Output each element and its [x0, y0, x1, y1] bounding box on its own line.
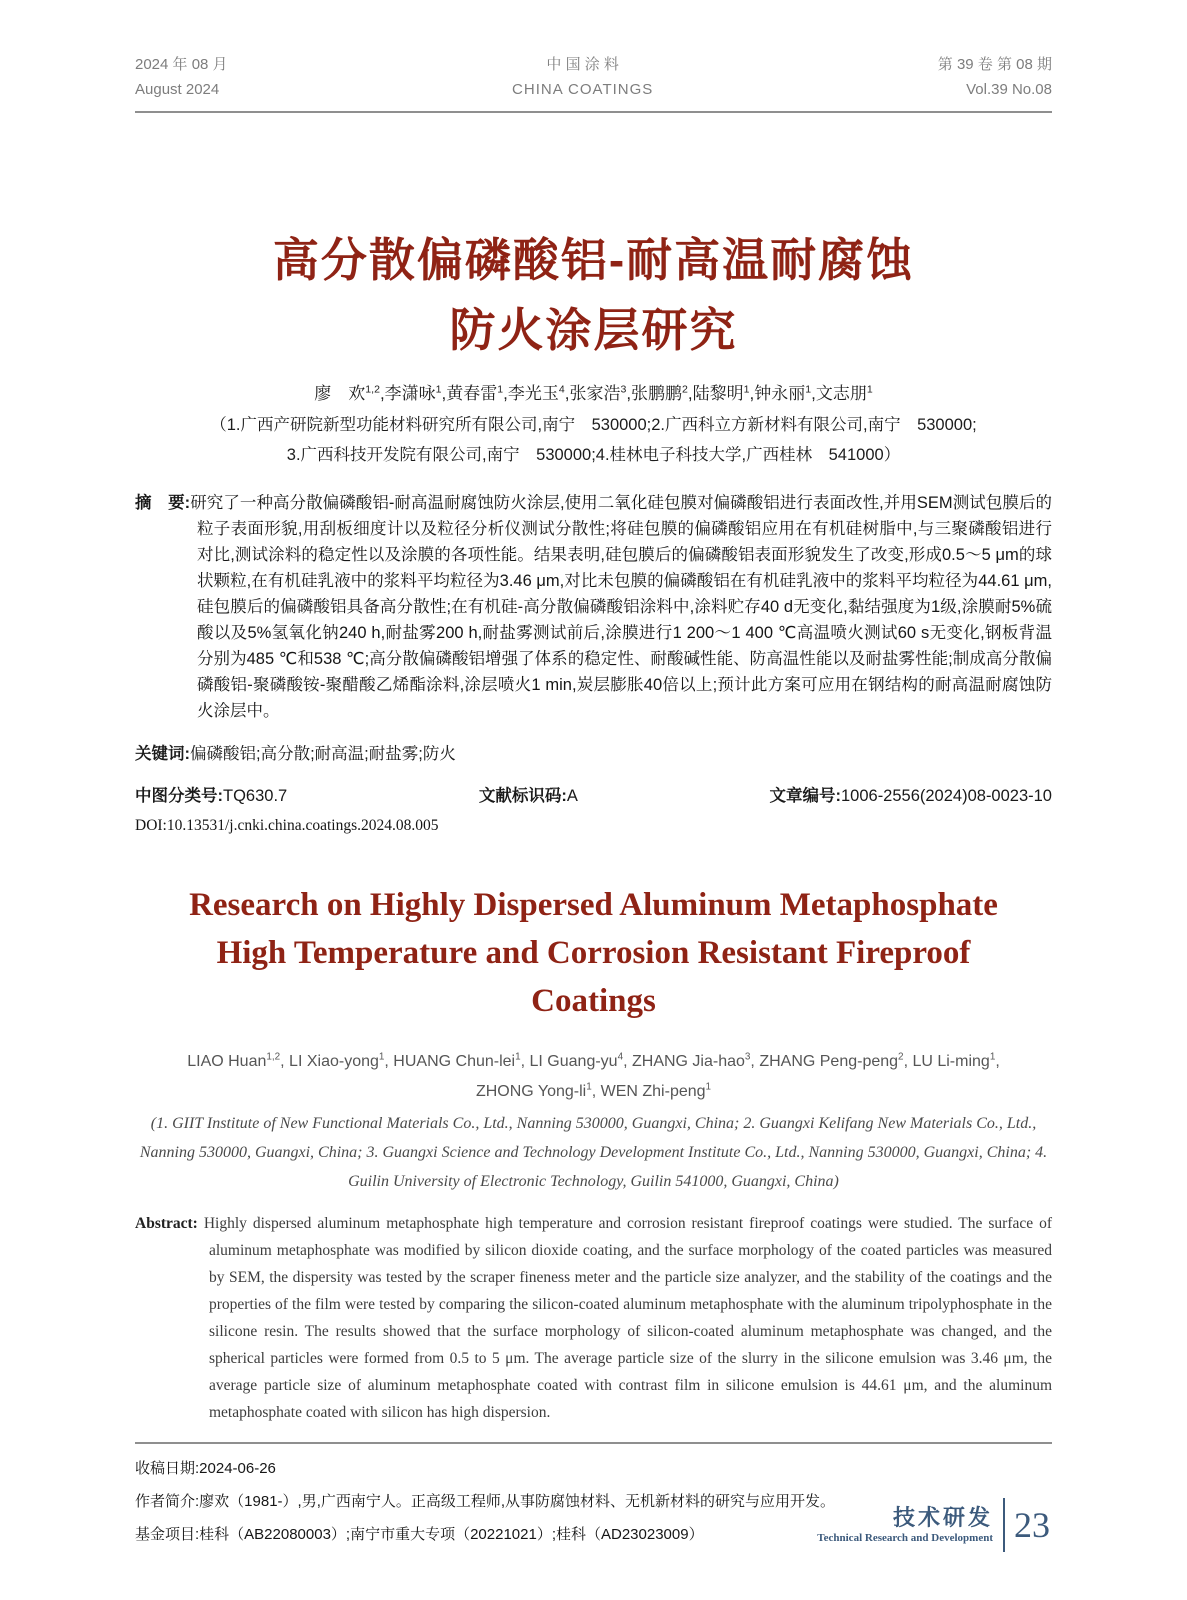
- page-footer: [817, 1498, 1050, 1552]
- affiliation-cn: [135, 410, 1052, 470]
- meta-row: [135, 783, 1052, 809]
- affiliation-en: (1. GIIT Institute of New Functional Materials Co., Ltd., Nanning 530000, Guangxi, China; 2. Guangxi Kelifang New Materials Co., Ltd., Nanning 530000, Guangxi, China; 3. Guangxi Science and Technology Development Institute Co., Ltd., Nanning 530000, Guangxi, China; 4. Guilin University of Electronic Technology, Guilin 541000, Guangxi, China): [139, 1115, 1048, 1190]
- footnote-fund-value: 桂科（AB22080003）;南宁市重大专项（20221021）;桂科（AD23023009）: [199, 1525, 704, 1543]
- footnote-bio-value: 廖欢（1981-）,男,广西南宁人。正高级工程师,从事防腐蚀材料、无机新材料的研究与应用开发。: [199, 1492, 836, 1510]
- running-head: [135, 0, 1052, 113]
- authors-en-line2: ZHONG Yong-$li^1$, WEN Zhi-peng$^1$: [475, 1081, 712, 1100]
- article-title-en-line1: Research on Highly Dispersed Aluminum Metaphosphate: [189, 887, 998, 923]
- authors-en-line1: LIAO Huan$^{1,2}$, LI Xiao-yong$^1$, HUANG Chun-lei$^1$, LI Guang-$yu^4$, ZHANG Jia-hao$^3$, ZHANG Peng-peng$^2$, LU Li-ming$^1$,: [187, 1051, 1000, 1070]
- meta-clc-label: 中图分类号:: [135, 787, 223, 805]
- footer-section: [817, 1505, 993, 1546]
- meta-clc: [135, 783, 287, 809]
- footer-section-cn: 技术研发: [892, 1504, 993, 1530]
- doi: DOI:10.13531/j.cnki.china.coatings.2024.08.005: [135, 817, 439, 834]
- affiliation-cn-line1: （1.广西产研院新型功能材料研究所有限公司,南宁 530000;2.广西科立方新材料有限公司,南宁 530000;: [210, 416, 977, 434]
- footnote-bio-label: 作者简介:: [135, 1492, 200, 1510]
- date-en: August 2024: [135, 81, 220, 98]
- abstract-cn-text: 研究了一种高分散偏磷酸铝-耐高温耐腐蚀防火涂层,使用二氧化硅包膜对偏磷酸铝进行表面改性,并用SEM测试包膜后的粒子表面形貌,用刮板细度计以及粒径分析仪测试分散性;将硅包膜的偏磷酸铝应用在有机硅树脂中,与三聚磷酸铝进行对比,测试涂料的稳定性以及涂膜的各项性能。结果表明,硅包膜后的偏磷酸铝表面形貌发生了改变,形成0.5～5 μm的球状颗粒,在有机硅乳液中的浆料平均粒径为3.46 μm,对比未包膜的偏磷酸铝在有机硅乳液中的浆料平均粒径为44.61 μm,硅包膜后的偏磷酸铝具备高分散性;在有机硅-高分散偏磷酸铝涂料中,涂料贮存40 d无变化,黏结强度为1级,涂膜耐5%硫酸以及5%氢氧化钠240 h,耐盐雾200 h,耐盐雾测试前后,涂膜进行1 200～1 400 ℃高温喷火测试60 s无变化,钢板背温分别为485 ℃和538 ℃;高分散偏磷酸铝增强了体系的稳定性、耐酸碱性能、防高温性能以及耐盐雾性能;制成高分散偏磷酸铝-聚磷酸铵-聚醋酸乙烯酯涂料,涂层喷火1 min,炭层膨胀40倍以上;预计此方案可应用在钢结构的耐高温耐腐蚀防火涂层中。: [190, 494, 1053, 720]
- article-title-en-line2: High Temperature and Corrosion Resistant Fireproof: [216, 935, 971, 971]
- article-title-cn-line2: 防火涂层研究: [449, 304, 738, 356]
- date-cn: 2024 年 08 月: [135, 56, 228, 73]
- journal-title-en: CHINA COATINGS: [512, 81, 654, 98]
- page-number: 23: [1014, 1505, 1050, 1545]
- article-title-cn-line1: 高分散偏磷酸铝-耐高温耐腐蚀: [272, 234, 915, 286]
- running-head-journal: [512, 52, 653, 102]
- article-title-en: [135, 881, 1052, 1025]
- footnote-received-label: 收稿日期:: [135, 1459, 200, 1477]
- article-title-cn: [135, 225, 1052, 365]
- footnote-divider: [135, 1442, 1052, 1444]
- abstract-cn: [135, 490, 1052, 724]
- footnote-received: [135, 1452, 1052, 1485]
- running-head-date: [135, 52, 228, 102]
- keywords-text: 偏磷酸铝;高分散;耐高温;耐盐雾;防火: [190, 744, 456, 763]
- article-title-en-line3: Coatings: [531, 983, 656, 1019]
- meta-doc-code-value: A: [566, 787, 578, 805]
- meta-article-id-value: 1006-2556(2024)08-0023-10: [840, 787, 1052, 805]
- keywords-label: 关键词:: [135, 744, 190, 763]
- meta-doc-code: [479, 783, 578, 809]
- footnote-fund-label: 基金项目:: [135, 1525, 200, 1543]
- abstract-cn-label: 摘 要:: [135, 494, 191, 512]
- journal-title-cn: 中 国 涂 料: [546, 56, 619, 73]
- meta-doc-code-label: 文献标识码:: [478, 787, 567, 805]
- meta-article-id-label: 文章编号:: [769, 787, 841, 805]
- issue-en: Vol.39 No.08: [966, 81, 1052, 98]
- running-head-issue: [938, 52, 1052, 102]
- affiliation-cn-line2: 3.广西科技开发院有限公司,南宁 530000;4.桂林电子科技大学,广西桂林 541000）: [286, 446, 901, 464]
- abstract-en-text: Highly dispersed aluminum metaphosphate high temperature and corrosion resistant fireproof coatings were studied. The surface of aluminum metaphosphate was modified by silicon dioxide coating, and the surface morphology of the coated particles was measured by SEM, the dispersity was tested by the scraper fineness meter and the particle size analyzer, and the stability of the coatings and the properties of the film were tested by comparing the silicon-coated aluminum metaphosphate with the aluminum tripolyphosphate in the silicone resin. The results showed that the surface morphology of silicon-coated aluminum metaphosphate was changed, and the spherical particles were formed from 0.5 to 5 μm. The average particle size of the slurry in the silicone emulsion was 3.46 μm, the average particle size of aluminum metaphosphate coated with contrast film in silicone emulsion is 44.61 μm, and the aluminum metaphosphate coated with silicon has high dispersion.: [203, 1215, 1053, 1421]
- authors-cn: 廖 欢$^{1,2}$,李潇咏$^1$,黄春雷$^1$,李光玉$^4$,张家浩$^3$,张鹏鹏$^2$,陆黎明$^1$,钟永丽$^1$,文志朋$^1$: [314, 383, 873, 403]
- meta-clc-value: TQ630.7: [223, 787, 288, 805]
- footnote-received-value: 2024-06-26: [199, 1459, 276, 1477]
- abstract-en-label: Abstract:: [135, 1215, 198, 1232]
- abstract-en: [135, 1210, 1052, 1426]
- meta-article-id: [769, 783, 1052, 809]
- footer-divider-bar: [1003, 1498, 1005, 1552]
- issue-cn: 第 39 卷 第 08 期: [937, 56, 1052, 73]
- authors-en: [135, 1047, 1052, 1107]
- footer-section-en: Technical Research and Development: [817, 1531, 993, 1544]
- keywords-cn: [135, 741, 1052, 767]
